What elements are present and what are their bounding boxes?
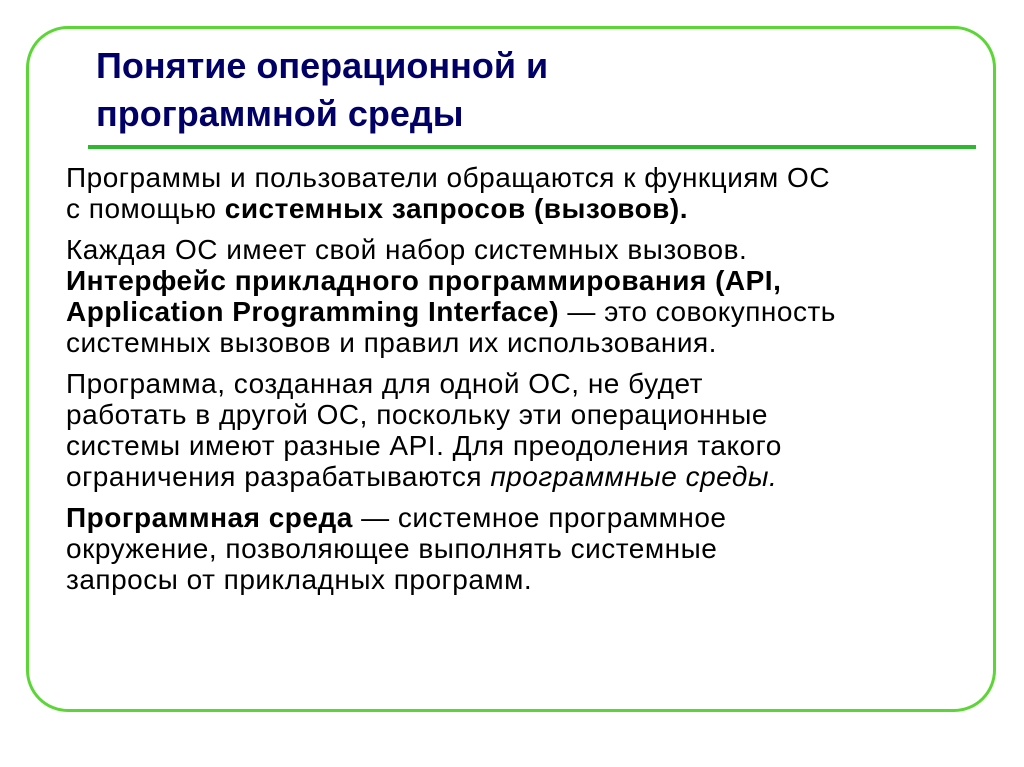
paragraph-program-environment: [66, 502, 966, 595]
p1-term-system-calls: системных запросов (вызовов).: [224, 193, 688, 224]
paragraph-system-calls: [66, 162, 966, 224]
p4-line2: окружение, позволяющее выполнять системные: [66, 533, 718, 564]
slide-body: [66, 162, 966, 605]
p4-line3: запросы от прикладных программ.: [66, 564, 533, 595]
p1-line1: Программы и пользователи обращаются к функциям ОС: [66, 162, 831, 193]
p2-line4: системных вызовов и правил их использования.: [66, 327, 717, 358]
slide-title: [96, 42, 916, 138]
p4-term-program-environment: Программная среда: [66, 502, 353, 533]
p2-line1: Каждая ОС имеет свой набор системных вызовов.: [66, 234, 748, 265]
p3-line1: Программа, созданная для одной ОС, не будет: [66, 368, 703, 399]
p2-line3-post: — это совокупность: [559, 296, 836, 327]
paragraph-api: [66, 234, 966, 358]
p3-term-program-environments: программные среды.: [490, 461, 778, 492]
title-line-1: Понятие операционной и: [96, 45, 549, 86]
p2-term-api-line1: Интерфейс прикладного программирования (API,: [66, 265, 782, 296]
p4-line1-post: — системное программное: [352, 502, 727, 533]
title-underline: [88, 145, 976, 149]
p3-line2: работать в другой ОС, поскольку эти операционные: [66, 399, 768, 430]
p3-line3: системы имеют разные API. Для преодоления такого: [66, 430, 782, 461]
p1-line2-pre: с помощью: [66, 193, 225, 224]
title-line-2: программной среды: [96, 93, 464, 134]
p2-term-api-line2: Application Programming Interface): [66, 296, 560, 327]
paragraph-portability: [66, 368, 966, 492]
p3-line4-pre: ограничения разрабатываются: [66, 461, 491, 492]
